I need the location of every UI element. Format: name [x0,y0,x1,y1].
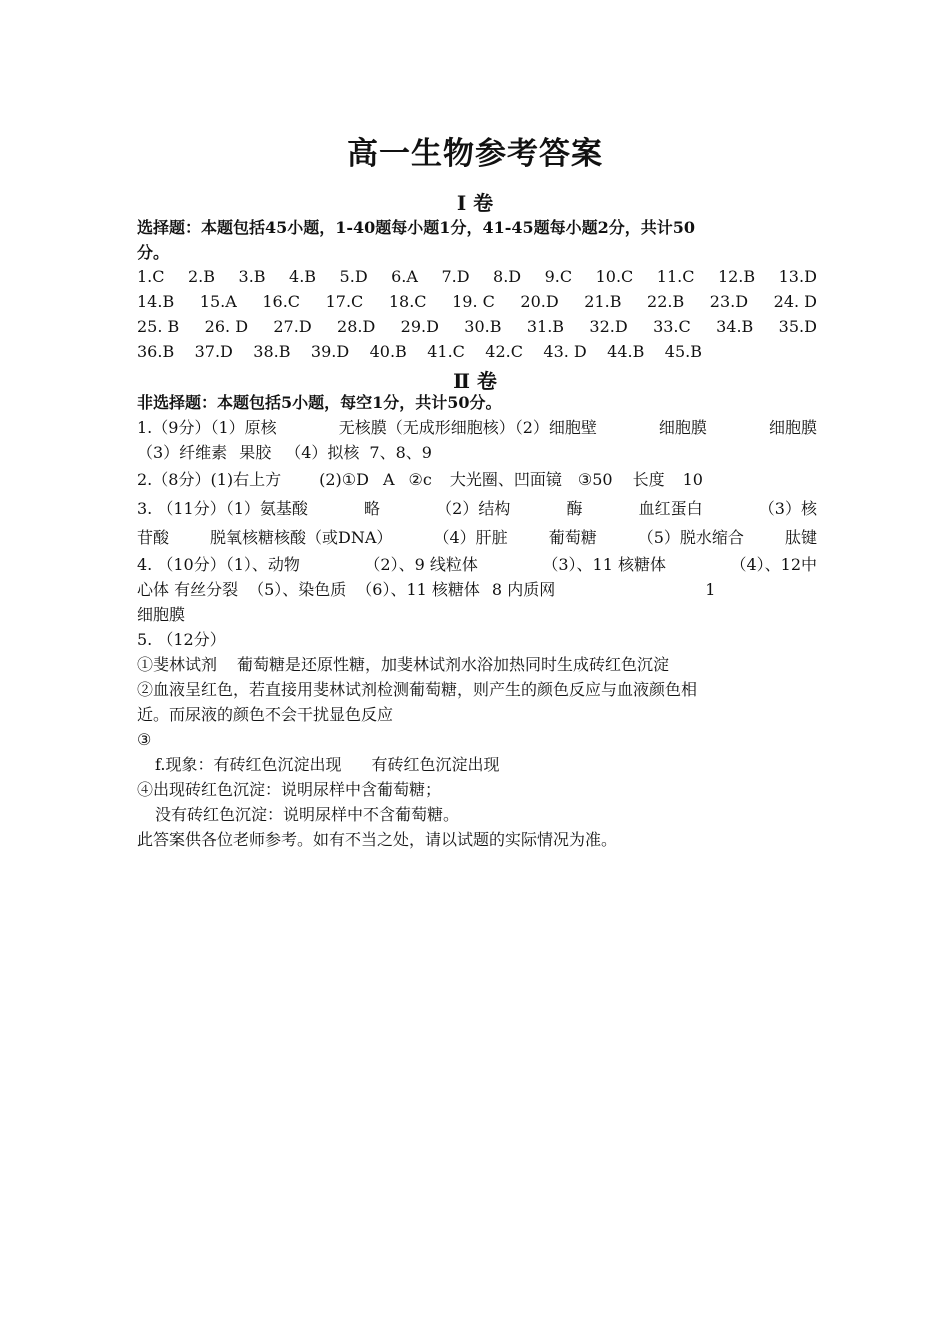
q3-item: 略 [364,499,381,518]
q5-answer-4: 没有砖红色沉淀：说明尿样中不含葡萄糖。 [155,805,460,824]
q3-item: 酶 [566,499,583,518]
part1-heading: Ⅰ 卷 [456,191,494,215]
mc-answer: 7.D [441,267,470,286]
mc-answer: 24. D [773,292,817,311]
q1-item: 1.（9分）（1）原核 [137,418,277,437]
mc-answer: 18.C [388,292,427,311]
part2-heading: Ⅱ 卷 [453,369,497,393]
mc-answer: 31.B [526,317,565,336]
mc-answer: 29.D [400,317,439,336]
mc-answer: 30.B [464,317,502,336]
q2-line [137,465,817,494]
q4-item: 1 [705,580,716,599]
q4-item: （3）、11 核糖体 [542,555,666,574]
q3-line [137,494,817,523]
q5-header: 5. （12分） [137,630,226,649]
q4-item: 8 内质网 [491,580,556,599]
mc-answer: 13.D [778,267,817,286]
q1-item: 无核膜（无成形细胞核）（2）细胞壁 [338,418,597,437]
q4-line: 细胞膜 [137,605,186,624]
q1-item: 果胶 [239,443,272,462]
q2-item: 大光圈、凹面镜 [449,470,562,489]
q4-item: （2）、9 线粒体 [364,555,478,574]
mc-answer: 26. D [204,317,249,336]
q5-item: 有砖红色沉淀出现 [371,755,500,774]
mc-answer: 3.B [238,267,266,286]
q4-line [137,577,817,602]
q5-answer-1 [137,652,817,677]
q3-item: 脱氧核糖核酸（或DNA） [210,528,393,547]
mc-answer: 9.C [544,267,573,286]
mc-answer: 45.B [664,342,702,361]
q1-item: 细胞膜 [768,418,817,437]
mc-answer: 1.C [137,267,165,286]
closing-note: 此答案供各位老师参考。如有不当之处，请以试题的实际情况为准。 [137,830,618,849]
q3-item: （4）肝脏 [433,528,508,547]
mc-answer: 5.D [339,267,368,286]
mc-answer: 4.B [289,267,317,286]
q4-item: 心体 有丝分裂 [137,580,239,599]
q4-item: （5）、染色质 [248,580,347,599]
mc-answer: 35.D [778,317,817,336]
mc-answer: 41.C [427,342,465,361]
mc-answer: 20.D [520,292,559,311]
mc-answer: 10.C [595,267,634,286]
q3-item: 葡萄糖 [548,528,597,547]
mc-answer: 39.D [310,342,350,361]
q2-item: 10 [682,470,703,489]
mc-answer: 17.C [325,292,364,311]
part1-intro [137,215,817,265]
mc-answer: 32.D [589,317,628,336]
mc-answer: 22.B [647,292,685,311]
mc-answer: 11.C [656,267,695,286]
part2-intro: 非选择题：本题包括5小题，每空1分，共计50分。 [137,393,502,412]
q4-item: 4. （10分）（1）、动物 [137,555,300,574]
q2-item: 2.（8分）(1)右上方 [137,470,282,489]
q5-answer-2: ②血液呈红色，若直接用斐林试剂检测葡萄糖，则产生的颜色反应与血液颜色相 [137,680,698,699]
mc-answer: 38.B [253,342,291,361]
q5-item: ①斐林试剂 [137,655,218,674]
mc-answer: 23.D [709,292,749,311]
mc-answer: 43. D [543,342,587,361]
q2-item: 长度 [632,470,665,489]
q3-item: 肽键 [784,528,817,547]
mc-answer: 27.D [273,317,312,336]
mc-answer: 21.B [584,292,622,311]
q2-item: ③50 [577,470,613,489]
q2-item: A [382,470,395,489]
q3-item: 苷酸 [137,528,170,547]
q2-item: (2)①D [319,470,369,489]
q1-line [137,440,817,465]
mc-answer-row [137,314,817,339]
q3-item: 血红蛋白 [638,499,703,518]
mc-answer: 34.B [716,317,754,336]
mc-answer: 6.A [391,267,418,286]
mc-answer-row [137,339,702,364]
q3-line [137,523,817,552]
mc-answer: 28.D [337,317,376,336]
mc-answer: 36.B [137,342,175,361]
q3-item: （2）结构 [436,499,511,518]
q3-item: 3. （11分）（1）氨基酸 [137,499,308,518]
mc-answer: 37.D [194,342,233,361]
q5-answer-4: ④出现砖红色沉淀：说明尿样中含葡萄糖； [137,780,442,799]
mc-answer-row [137,289,817,314]
q5-answer-3f [137,752,817,777]
mc-answer: 15.A [199,292,237,311]
q1-item: 细胞膜 [658,418,707,437]
mc-answer: 33.C [653,317,691,336]
q3-item: （5）脱水缩合 [637,528,744,547]
mc-answer: 40.B [369,342,407,361]
part1-intro-line: 选择题：本题包括45小题，1-40题每小题1分，41-45题每小题2分，共计50 [137,218,696,237]
mc-answer: 8.D [493,267,522,286]
mc-answer: 19. C [452,292,495,311]
q5-answer-3: ③ [137,730,152,749]
q1-item: （3）纤维素 [137,443,228,462]
mc-answer: 2.B [188,267,216,286]
mc-answer-row [137,264,817,289]
mc-answer: 12.B [717,267,756,286]
q4-line [137,552,817,577]
mc-answer: 16.C [262,292,301,311]
q2-item: ②c [408,470,432,489]
page-title: 高一生物参考答案 [347,136,603,172]
q3-item: （3）核 [758,499,817,518]
q4-item: （4）、12中 [730,555,817,574]
mc-answer: 14.B [137,292,175,311]
q1-line [137,415,817,440]
q1-item: （4）拟核 [285,443,360,462]
mc-answer: 25. B [137,317,180,336]
mc-answer: 42.C [485,342,523,361]
q5-item: f.现象：有砖红色沉淀出现 [155,755,342,774]
mc-answer: 44.B [607,342,645,361]
q5-answer-2: 近。而尿液的颜色不会干扰显色反应 [137,705,394,724]
q5-item: 葡萄糖是还原性糖，加斐林试剂水浴加热同时生成砖红色沉淀 [237,655,670,674]
mc-answers [137,264,817,364]
q4-item: （6）、11 核糖体 [356,580,480,599]
part2-answers [137,390,817,852]
part1-intro-line: 分。 [137,243,170,262]
q1-item: 7、8、9 [369,443,432,462]
